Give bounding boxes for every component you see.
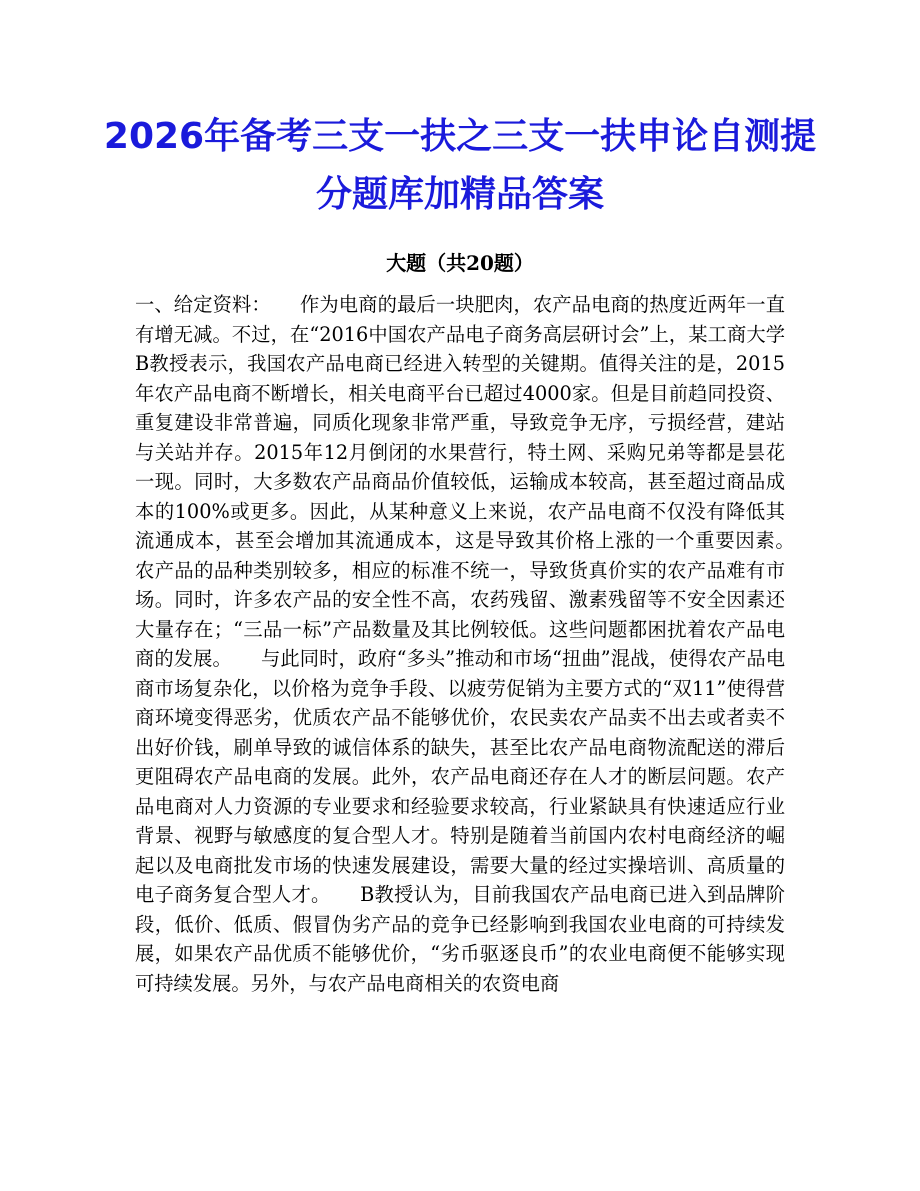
body-paragraph: 一、给定资料： 作为电商的最后一块肥肉，农产品电商的热度近两年一直有增无减。不过，在“2016中国农产品电子商务高层研讨会”上，某工商大学B教授表示，我国农产品电商已经进入转型的关键期。值得关注的是，2015年农产品电商不断增长，相关电商平台已超过4000家。但是目前趋同投资、重复建设非常普遍，同质化现象非常严重，导致竞争无序，亏损经营，建站与关站并存。2015年12月倒闭的水果营行，特土网、采购兄弟等都是昙花一现。同时，大多数农产品商品价值较低，运输成本较高，甚至超过商品成本的100%或更多。因此，从某种意义上来说，农产品电商不仅没有降低其流通成本，甚至会增加其流通成本，这是导致其价格上涨的一个重要因素。 农产品的品种类别较多，相应的标准不统一，导致货真价实的农产品难有市场。同时，许多农产品的安全性不高，农药残留、激素残留等不安全因素还大量存在；“三品一标”产品数量及其比例较低。这些问题都困扰着农产品电商的发展。 与此同时，政府“多头”推动和市场“扭曲”混战，使得农产品电商市场复杂化，以价格为竞争手段、以疲劳促销为主要方式的“双11”使得营商环境变得恶劣，优质农产品不能够优价，农民卖农产品卖不出去或者卖不出好价钱，刷单导致的诚信体系的缺失，甚至比农产品电商物流配送的滞后更阻碍农产品电商的发展。此外，农产品电商还存在人才的断层问题。农产品电商对人力资源的专业要求和经验要求较高，行业紧缺具有快速适应行业背景、视野与敏感度的复合型人才。特别是随着当前国内农村电商经济的崛起以及电商批发市场的快速发展建设，需要大量的经过实操培训、高质量的电子商务复合型人才。 B教授认为，目前我国农产品电商已进入到品牌阶段，低价、低质、假冒伪劣产品的竞争已经影响到我国农业电商的可持续发展，如果农产品优质不能够优价，“劣币驱逐良币”的农业电商便不能够实现可持续发展。另外，与农产品电商相关的农资电商 bbox=[135, 293, 824, 995]
document-title: 2026年备考三支一扶之三支一扶申论自测提分题库加精品答案 bbox=[103, 116, 817, 215]
section-heading: 大题（共20题） bbox=[386, 251, 534, 275]
